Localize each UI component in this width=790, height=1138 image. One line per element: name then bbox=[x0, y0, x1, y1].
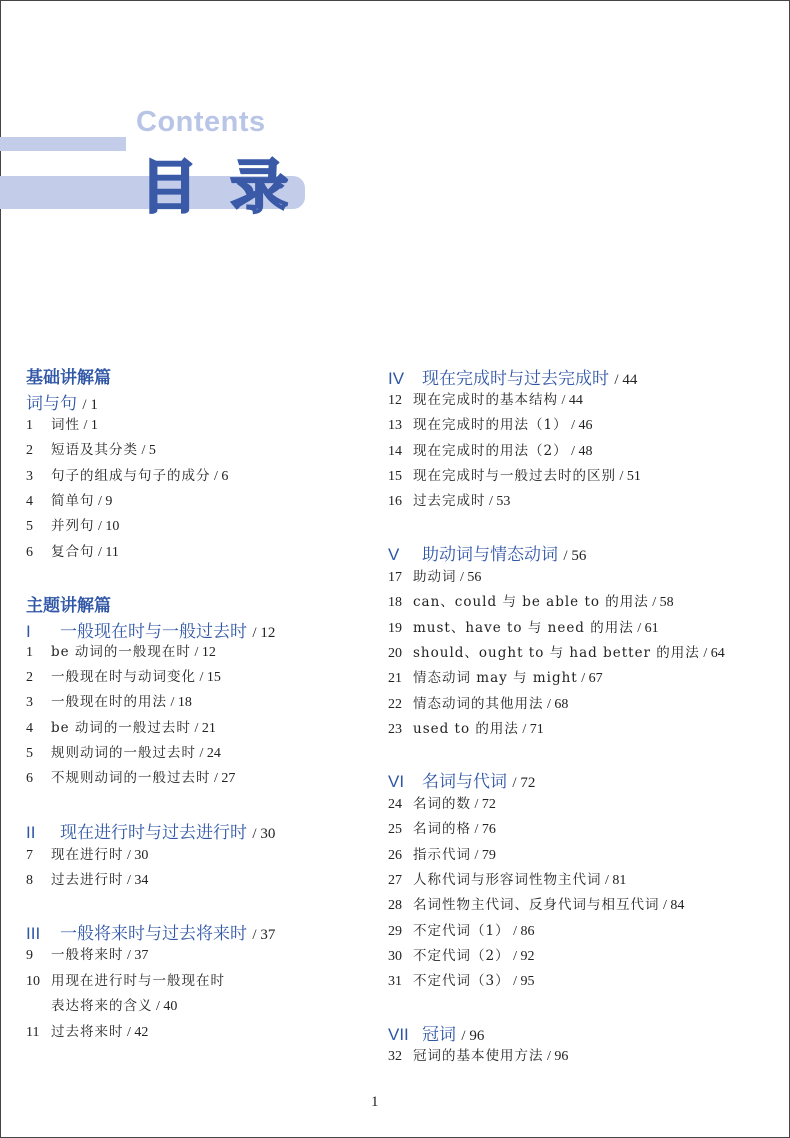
section-page: / 30 bbox=[252, 826, 276, 842]
toc-entry-page: / 92 bbox=[513, 948, 535, 964]
toc-entry bbox=[26, 690, 192, 711]
toc-entry-number: 6 bbox=[26, 544, 33, 560]
toc-entry-title: 表达将来的含义 bbox=[51, 998, 153, 1014]
toc-entry-page: / 6 bbox=[214, 468, 229, 484]
toc-entry bbox=[388, 792, 496, 813]
toc-entry-number: 16 bbox=[388, 494, 402, 510]
toc-entry-number: 8 bbox=[26, 873, 33, 888]
toc-entry bbox=[388, 919, 534, 940]
toc-entry bbox=[388, 641, 725, 662]
toc-entry-title: 指示代词 bbox=[413, 846, 471, 863]
toc-entry-page: / 21 bbox=[194, 720, 216, 736]
toc-entry bbox=[26, 994, 177, 1015]
toc-entry-number: 19 bbox=[388, 620, 402, 636]
toc-entry-number: 14 bbox=[388, 443, 402, 459]
toc-entry-number: 2 bbox=[26, 670, 33, 686]
toc-entry bbox=[388, 969, 534, 990]
toc-entry-number: 17 bbox=[388, 570, 402, 585]
toc-entry-page: / 84 bbox=[663, 898, 685, 914]
toc-entry-number: 12 bbox=[388, 393, 402, 408]
toc-entry-number: 27 bbox=[388, 872, 402, 888]
toc-entry-number: 25 bbox=[388, 822, 402, 838]
toc-entry-title: 不定代词（2） bbox=[413, 947, 510, 964]
toc-entry-page: / 48 bbox=[571, 443, 593, 459]
toc-entry bbox=[26, 868, 148, 889]
part-heading-topics: 主题讲解篇 bbox=[26, 596, 111, 616]
toc-entry-page: / 24 bbox=[199, 745, 221, 761]
toc-entry bbox=[26, 665, 221, 686]
toc-entry-title: 过去进行时 bbox=[51, 872, 124, 888]
toc-entry-page: / 46 bbox=[571, 418, 593, 434]
toc-entry-number: 28 bbox=[388, 898, 402, 914]
toc-entry-number: 3 bbox=[26, 468, 33, 484]
toc-entry-page: / 51 bbox=[619, 468, 641, 484]
header-band-thin bbox=[0, 137, 126, 151]
toc-entry-title: must、have to 与 need 的用法 bbox=[413, 619, 634, 636]
section-heading-III bbox=[26, 919, 275, 944]
toc-entry-number: 26 bbox=[388, 847, 402, 863]
toc-entry-title: 用现在进行时与一般现在时 bbox=[51, 972, 225, 989]
toc-entry bbox=[388, 616, 659, 637]
toc-entry-page: / 42 bbox=[127, 1024, 149, 1040]
toc-entry-title: be 动词的一般过去时 bbox=[51, 719, 191, 736]
section-page: / 56 bbox=[563, 548, 587, 564]
toc-entry-title: 冠词的基本使用方法 bbox=[413, 1048, 544, 1064]
toc-entry-number: 10 bbox=[26, 973, 40, 989]
toc-entry-number: 9 bbox=[26, 948, 33, 963]
toc-entry-page: / 67 bbox=[581, 671, 603, 687]
section-heading-IV bbox=[388, 364, 637, 389]
toc-entry-number: 15 bbox=[388, 468, 402, 484]
section-title: 助动词与情态动词 bbox=[422, 545, 558, 565]
toc-entry bbox=[26, 1020, 148, 1041]
toc-entry-page: / 58 bbox=[652, 595, 674, 611]
toc-entry-title: 不定代词（3） bbox=[413, 973, 510, 990]
section-heading-words-sentences bbox=[26, 389, 98, 414]
section-page: / 37 bbox=[252, 927, 276, 943]
mulu-heading: 目 录 bbox=[140, 153, 295, 221]
toc-entry-title: should、ought to 与 had better 的用法 bbox=[413, 644, 700, 661]
toc-entry-page: / 30 bbox=[127, 848, 149, 863]
section-title: 一般现在时与一般过去时 bbox=[60, 622, 247, 642]
toc-entry-number: 23 bbox=[388, 721, 402, 737]
toc-entry bbox=[26, 514, 119, 535]
toc-entry-page: / 71 bbox=[522, 721, 544, 737]
section-heading-II bbox=[26, 818, 275, 843]
toc-entry-number: 31 bbox=[388, 974, 402, 990]
toc-entry-page: / 27 bbox=[214, 771, 236, 786]
toc-entry bbox=[388, 464, 641, 485]
toc-entry-title: 并列句 bbox=[51, 518, 95, 535]
toc-entry bbox=[388, 692, 568, 713]
toc-entry-number: 6 bbox=[26, 771, 33, 786]
toc-entry-title: 现在完成时与一般过去时的区别 bbox=[413, 467, 616, 484]
toc-entry-page: / 40 bbox=[156, 999, 178, 1014]
toc-entry-title: 不定代词（1） bbox=[413, 922, 510, 939]
toc-entry-number: 1 bbox=[26, 645, 33, 660]
toc-entry-title: 现在完成时的用法（2） bbox=[413, 442, 568, 459]
toc-entry-number: 20 bbox=[388, 645, 402, 661]
section-page: / 1 bbox=[82, 397, 98, 413]
toc-entry-number: 1 bbox=[26, 418, 33, 433]
toc-entry bbox=[388, 565, 481, 586]
toc-entry-title: 不规则动词的一般过去时 bbox=[51, 770, 211, 786]
section-heading-VII bbox=[388, 1020, 484, 1045]
toc-entry-title: 情态动词 may 与 might bbox=[413, 670, 578, 687]
toc-entry bbox=[388, 868, 626, 889]
toc-entry-page: / 11 bbox=[98, 544, 119, 560]
toc-entry-page: / 15 bbox=[199, 670, 221, 686]
toc-entry-title: 现在进行时 bbox=[51, 847, 124, 863]
toc-entry-page: / 72 bbox=[474, 797, 496, 812]
section-title: 现在完成时与过去完成时 bbox=[422, 369, 609, 389]
toc-entry bbox=[388, 388, 583, 409]
part-heading-basics: 基础讲解篇 bbox=[26, 368, 111, 388]
toc-entry-page: / 76 bbox=[474, 822, 496, 838]
toc-entry-page: / 18 bbox=[170, 695, 192, 711]
toc-entry bbox=[26, 540, 119, 561]
toc-entry-page: / 34 bbox=[127, 873, 149, 888]
toc-entry-number: 30 bbox=[388, 948, 402, 964]
toc-entry-number: 13 bbox=[388, 418, 402, 434]
toc-entry-page: / 96 bbox=[547, 1049, 569, 1064]
toc-entry-page: / 5 bbox=[141, 443, 156, 459]
toc-entry-page: / 12 bbox=[194, 645, 216, 660]
toc-entry-title: 情态动词的其他用法 bbox=[413, 695, 544, 712]
toc-entry-number: 4 bbox=[26, 720, 33, 736]
toc-entry-number: 7 bbox=[26, 848, 33, 863]
toc-entry-title: 名词性物主代词、反身代词与相互代词 bbox=[413, 897, 660, 914]
toc-entry bbox=[388, 717, 544, 738]
toc-entry-page: / 44 bbox=[561, 393, 583, 408]
toc-entry bbox=[388, 817, 496, 838]
contents-heading: Contents bbox=[136, 106, 266, 138]
toc-entry bbox=[388, 893, 684, 914]
section-title: 现在进行时与过去进行时 bbox=[60, 823, 247, 843]
toc-entry-title: be 动词的一般现在时 bbox=[51, 644, 191, 660]
section-heading-V bbox=[388, 540, 586, 565]
toc-entry-number: 24 bbox=[388, 797, 402, 812]
section-page: / 12 bbox=[252, 625, 276, 641]
toc-entry-page: / 37 bbox=[127, 948, 149, 963]
toc-entry bbox=[388, 590, 674, 611]
toc-entry-title: 助动词 bbox=[413, 569, 457, 585]
toc-entry-page: / 61 bbox=[637, 620, 659, 636]
toc-entry bbox=[26, 969, 225, 990]
section-roman: V bbox=[388, 545, 400, 564]
toc-entry-page: / 53 bbox=[489, 494, 511, 510]
section-roman: VII bbox=[388, 1025, 409, 1044]
section-page: / 44 bbox=[614, 372, 638, 388]
section-page: / 96 bbox=[461, 1028, 485, 1044]
toc-entry bbox=[26, 766, 235, 787]
toc-entry-number: 18 bbox=[388, 595, 402, 611]
toc-entry-number: 3 bbox=[26, 695, 33, 711]
section-title: 冠词 bbox=[422, 1025, 456, 1045]
toc-entry-page: / 79 bbox=[474, 847, 496, 863]
section-title: 词与句 bbox=[26, 394, 77, 414]
toc-entry-number: 11 bbox=[26, 1024, 40, 1040]
toc-entry bbox=[26, 843, 148, 864]
toc-entry-title: 一般将来时 bbox=[51, 947, 124, 963]
toc-entry-number: 22 bbox=[388, 696, 402, 712]
toc-entry-page: / 9 bbox=[98, 493, 113, 509]
toc-entry-title: 短语及其分类 bbox=[51, 442, 138, 459]
toc-entry-title: can、could 与 be able to 的用法 bbox=[413, 594, 649, 611]
toc-entry-number: 2 bbox=[26, 443, 33, 459]
toc-entry bbox=[26, 741, 221, 762]
toc-entry-number: 4 bbox=[26, 493, 33, 509]
section-page: / 72 bbox=[512, 775, 536, 791]
toc-entry-title: 过去将来时 bbox=[51, 1023, 124, 1040]
section-heading-VI bbox=[388, 767, 535, 792]
toc-entry bbox=[388, 413, 592, 434]
toc-entry bbox=[26, 716, 216, 737]
toc-entry-page: / 81 bbox=[605, 872, 627, 888]
section-roman: III bbox=[26, 924, 41, 943]
toc-entry-title: 词性 bbox=[51, 417, 80, 433]
toc-entry-title: 复合句 bbox=[51, 543, 95, 560]
toc-entry-title: 现在完成时的基本结构 bbox=[413, 392, 558, 408]
toc-entry-page: / 68 bbox=[547, 696, 569, 712]
toc-entry-title: 简单句 bbox=[51, 492, 95, 509]
toc-entry bbox=[388, 439, 592, 460]
toc-entry bbox=[26, 413, 98, 434]
toc-entry-title: 一般现在时的用法 bbox=[51, 694, 167, 711]
toc-entry-number: 5 bbox=[26, 519, 33, 535]
section-title: 一般将来时与过去将来时 bbox=[60, 924, 247, 944]
toc-entry-number: 5 bbox=[26, 745, 33, 761]
toc-entry bbox=[26, 640, 216, 661]
section-heading-I bbox=[26, 617, 275, 642]
toc-entry bbox=[388, 489, 510, 510]
toc-entry-title: 过去完成时 bbox=[413, 493, 486, 510]
toc-entry bbox=[388, 1044, 568, 1065]
toc-entry-title: used to 的用法 bbox=[413, 720, 519, 737]
toc-entry-page: / 1 bbox=[83, 418, 98, 433]
toc-entry bbox=[26, 489, 112, 510]
toc-entry-title: 句子的组成与句子的成分 bbox=[51, 467, 211, 484]
toc-entry-number: 21 bbox=[388, 671, 402, 687]
toc-entry-title: 规则动词的一般过去时 bbox=[51, 744, 196, 761]
toc-entry bbox=[26, 943, 148, 964]
toc-entry-page: / 64 bbox=[703, 645, 725, 661]
toc-entry bbox=[26, 438, 156, 459]
toc-entry bbox=[388, 843, 496, 864]
section-roman: VI bbox=[388, 772, 405, 791]
toc-entry-title: 名词的数 bbox=[413, 796, 471, 812]
toc-entry-title: 名词的格 bbox=[413, 821, 471, 838]
toc-entry-number: 32 bbox=[388, 1049, 402, 1064]
section-title: 名词与代词 bbox=[422, 772, 507, 792]
toc-entry-number: 29 bbox=[388, 923, 402, 939]
section-roman: II bbox=[26, 823, 36, 842]
toc-entry bbox=[388, 666, 603, 687]
toc-entry-title: 人称代词与形容词性物主代词 bbox=[413, 871, 602, 888]
toc-entry-page: / 86 bbox=[513, 923, 535, 939]
toc-entry-page: / 56 bbox=[460, 570, 482, 585]
toc-entry-title: 现在完成时的用法（1） bbox=[413, 417, 568, 434]
page-number: 1 bbox=[371, 1094, 379, 1110]
toc-entry bbox=[388, 944, 534, 965]
section-roman: I bbox=[26, 622, 31, 641]
toc-entry bbox=[26, 464, 228, 485]
toc-entry-page: / 10 bbox=[98, 519, 120, 535]
toc-entry-title: 一般现在时与动词变化 bbox=[51, 669, 196, 686]
section-roman: IV bbox=[388, 369, 405, 388]
toc-entry-page: / 95 bbox=[513, 974, 535, 990]
